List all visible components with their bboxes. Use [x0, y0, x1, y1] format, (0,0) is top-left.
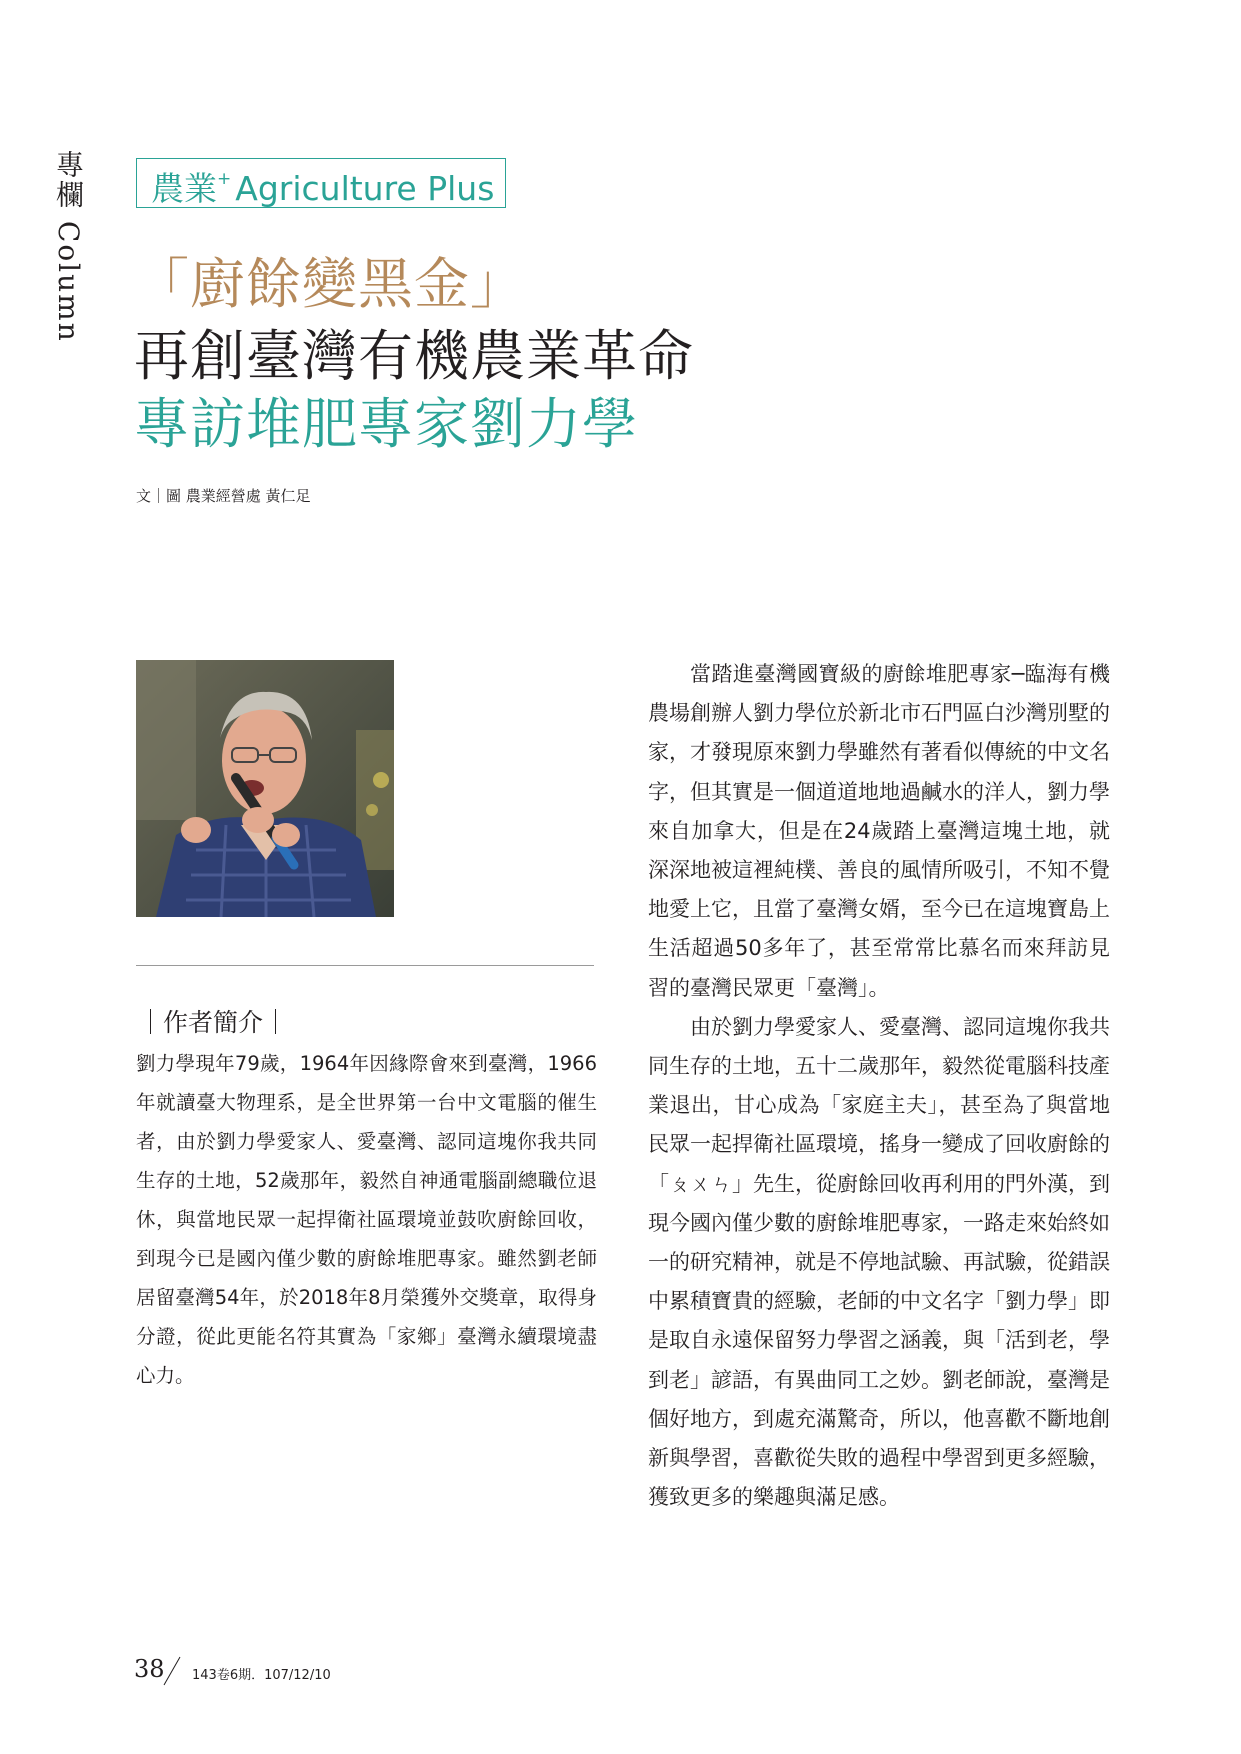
divider: [136, 965, 594, 966]
column-tag-plus: +: [217, 169, 232, 189]
author-photo-illustration: [136, 660, 394, 917]
title-line-3: 專訪堆肥專家劉力學: [134, 392, 639, 456]
issue-info: 143卷6期．107/12/10: [192, 1668, 331, 1683]
column-tag: [136, 158, 506, 208]
author-photo: [136, 660, 394, 917]
article-paragraph-1: 當踏進臺灣國寶級的廚餘堆肥專家─臨海有機農場創辦人劉力學位於新北市石門區白沙灣別墅的家，才發現原來劉力學雖然有著看似傳統的中文名字，但其實是一個道道地地過鹹水的洋人，劉力學來自加拿大，但是在24歲踏上臺灣這塊土地，就深深地被這裡純樸、善良的風情所吸引，不知不覺地愛上它，且當了臺灣女婿，至今已在這塊寶島上生活超過50多年了，甚至常常比慕名而來拜訪見習的臺灣民眾更「臺灣」。: [648, 662, 1110, 1000]
section-label: 專欄 Column: [52, 150, 85, 343]
page-number: 38: [134, 1655, 165, 1683]
slash-divider-icon: [162, 1655, 182, 1687]
article-paragraph-2: 由於劉力學愛家人、愛臺灣、認同這塊你我共同生存的土地，五十二歲那年，毅然從電腦科技產業退出，甘心成為「家庭主夫」，甚至為了與當地民眾一起捍衛社區環境，搖身一變成了回收廚餘的「ㄆㄨㄣ」先生，從廚餘回收再利用的門外漢，到現今國內僅少數的廚餘堆肥專家，一路走來始終如一的研究精神，就是不停地試驗、再試驗，從錯誤中累積寶貴的經驗，老師的中文名字「劉力學」即是取自永遠保留努力學習之涵義，與「活到老，學到老」諺語，有異曲同工之妙。劉老師說，臺灣是個好地方，到處充滿驚奇，所以，他喜歡不斷地創新與學習，喜歡從失敗的過程中學習到更多經驗，獲致更多的樂趣與滿足感。: [648, 1014, 1110, 1510]
article-body: [648, 655, 1110, 1517]
column-tag-zh: 農業: [151, 169, 217, 208]
bio-text: 劉力學現年79歲，1964年因緣際會來到臺灣，1966年就讀臺大物理系，是全世界第一台中文電腦的催生者，由於劉力學愛家人、愛臺灣、認同這塊你我共同生存的土地，52歲那年，毅然自神通電腦副總職位退休，與當地民眾一起捍衛社區環境並鼓吹廚餘回收，到現今已是國內僅少數的廚餘堆肥專家。雖然劉老師居留臺灣54年，於2018年8月榮獲外交獎章，取得身分證，從此更能名符其實為「家鄉」臺灣永續環境盡心力。: [136, 1052, 597, 1387]
bio-heading: ｜作者簡介｜: [138, 1008, 289, 1037]
column-tag-en: Agriculture Plus: [235, 169, 495, 208]
title-line-1: 「廚餘變黑金」: [134, 252, 527, 316]
byline: 文｜圖 農業經營處 黃仁足: [136, 487, 311, 505]
title-line-2: 再創臺灣有機農業革命: [134, 324, 695, 388]
